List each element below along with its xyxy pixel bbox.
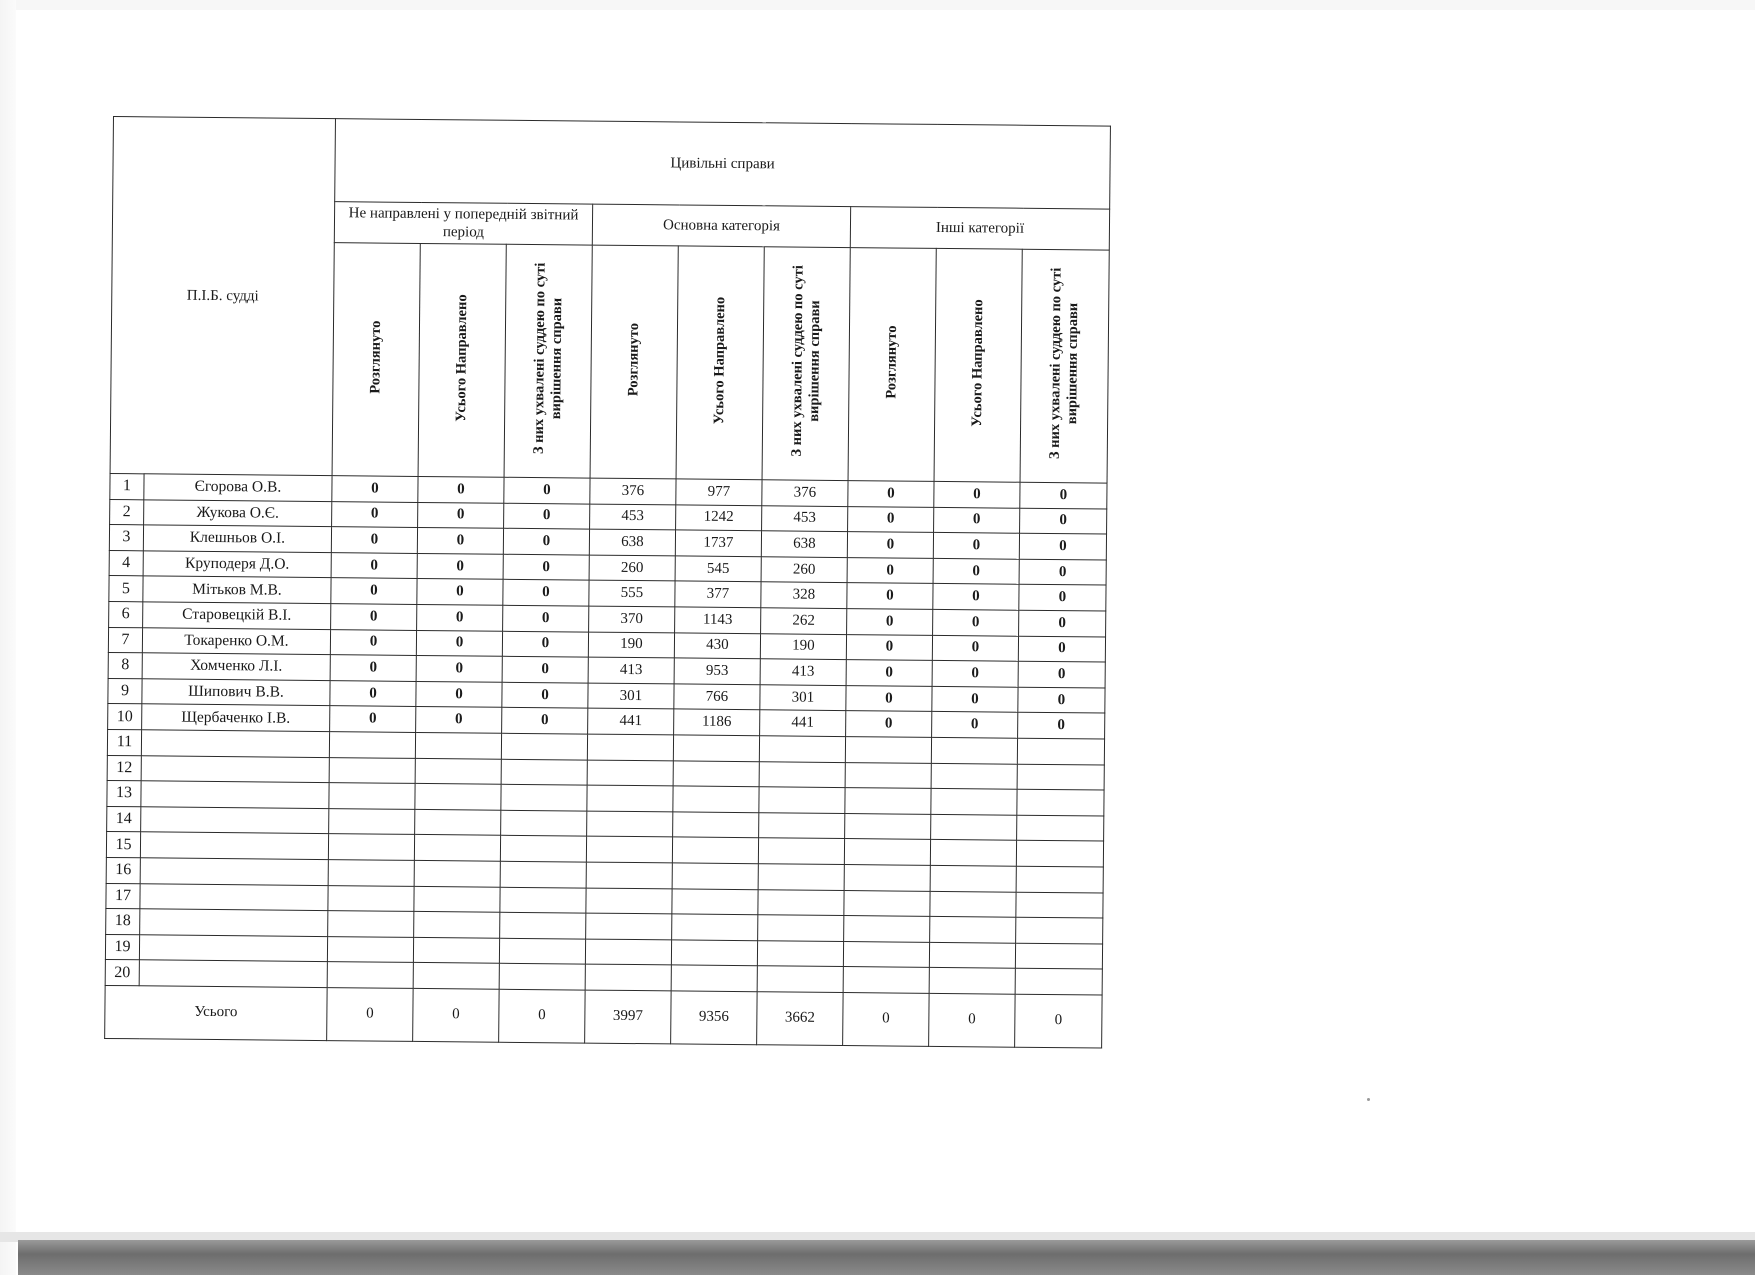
value-cell bbox=[844, 864, 930, 890]
value-cell bbox=[413, 963, 499, 989]
value-cell: 0 bbox=[846, 711, 932, 737]
judge-name: Щербаченко І.В. bbox=[142, 704, 330, 731]
judge-name bbox=[141, 807, 329, 834]
total-value-cell: 0 bbox=[929, 993, 1016, 1047]
value-cell bbox=[500, 887, 586, 913]
column-header bbox=[676, 246, 764, 480]
row-number: 14 bbox=[107, 806, 141, 832]
value-cell: 0 bbox=[332, 476, 418, 502]
row-number: 10 bbox=[108, 704, 142, 730]
value-cell: 0 bbox=[1018, 661, 1105, 687]
value-cell: 441 bbox=[588, 708, 674, 734]
value-cell bbox=[930, 865, 1016, 891]
value-cell: 545 bbox=[675, 556, 761, 582]
judge-name: Клешньов О.І. bbox=[143, 525, 331, 552]
value-cell: 0 bbox=[416, 630, 502, 656]
value-cell: 0 bbox=[502, 656, 588, 682]
value-cell: 0 bbox=[418, 502, 504, 528]
value-cell bbox=[843, 941, 929, 967]
value-cell bbox=[929, 968, 1015, 994]
value-cell bbox=[329, 757, 415, 783]
value-cell: 0 bbox=[1019, 585, 1106, 611]
value-cell bbox=[759, 736, 845, 762]
value-cell bbox=[585, 964, 671, 990]
value-cell: 0 bbox=[330, 680, 416, 706]
value-cell bbox=[1017, 789, 1104, 815]
value-cell: 0 bbox=[847, 557, 933, 583]
value-cell bbox=[757, 966, 843, 992]
column-header-label: Усього Направлено bbox=[711, 296, 729, 425]
value-cell: 0 bbox=[932, 635, 1018, 661]
scanner-edge-bar bbox=[18, 1240, 1755, 1275]
value-cell bbox=[499, 964, 585, 990]
value-cell bbox=[844, 839, 930, 865]
value-cell: 0 bbox=[932, 686, 1018, 712]
row-number: 5 bbox=[109, 576, 143, 602]
value-cell: 0 bbox=[503, 580, 589, 606]
value-cell: 0 bbox=[503, 554, 589, 580]
total-value-cell: 0 bbox=[1015, 994, 1103, 1048]
row-number: 8 bbox=[108, 653, 142, 679]
value-cell: 0 bbox=[1020, 508, 1107, 534]
value-cell bbox=[844, 890, 930, 916]
value-cell bbox=[1016, 892, 1103, 918]
value-cell: 0 bbox=[330, 706, 416, 732]
value-cell bbox=[931, 789, 1017, 815]
value-cell bbox=[328, 885, 414, 911]
judge-name-header: П.І.Б. судді bbox=[110, 117, 335, 476]
value-cell bbox=[329, 783, 415, 809]
table-body bbox=[105, 473, 1107, 1047]
value-cell bbox=[587, 811, 673, 837]
value-cell bbox=[930, 916, 1016, 942]
value-cell: 377 bbox=[675, 581, 761, 607]
value-cell: 430 bbox=[674, 632, 760, 658]
judge-name bbox=[140, 832, 328, 859]
value-cell: 0 bbox=[933, 533, 1019, 559]
value-cell bbox=[1017, 764, 1104, 790]
total-value-cell: 3662 bbox=[757, 992, 844, 1046]
value-cell bbox=[586, 888, 672, 914]
column-header bbox=[934, 248, 1022, 482]
value-cell bbox=[931, 737, 1017, 763]
value-cell bbox=[586, 862, 672, 888]
judge-name: Єгорова О.В. bbox=[144, 474, 332, 501]
value-cell bbox=[844, 916, 930, 942]
column-header bbox=[762, 247, 850, 481]
value-cell: 370 bbox=[589, 606, 675, 632]
row-number: 19 bbox=[105, 934, 139, 960]
value-cell: 0 bbox=[417, 553, 503, 579]
judge-name: Токаренко О.М. bbox=[142, 627, 330, 654]
value-cell bbox=[500, 912, 586, 938]
value-cell bbox=[1017, 815, 1104, 841]
total-value-cell: 0 bbox=[413, 988, 500, 1042]
value-cell: 0 bbox=[417, 579, 503, 605]
value-cell: 190 bbox=[760, 633, 846, 659]
column-header-label: З них ухвалені суддею по суті вирішення справи bbox=[1046, 267, 1082, 460]
column-header-label: Усього Направлено bbox=[969, 299, 987, 427]
value-cell bbox=[327, 962, 413, 988]
value-cell: 0 bbox=[847, 532, 933, 558]
value-cell: 638 bbox=[589, 529, 675, 555]
value-cell bbox=[500, 861, 586, 887]
row-number: 16 bbox=[106, 857, 140, 883]
value-cell bbox=[672, 914, 758, 940]
value-cell bbox=[673, 812, 759, 838]
row-number: 9 bbox=[108, 678, 142, 704]
value-cell: 0 bbox=[330, 655, 416, 681]
value-cell: 0 bbox=[934, 507, 1020, 533]
value-cell bbox=[414, 835, 500, 861]
value-cell: 0 bbox=[1019, 559, 1106, 585]
value-cell: 0 bbox=[331, 527, 417, 553]
scan-left-edge bbox=[0, 0, 16, 1275]
value-cell bbox=[500, 836, 586, 862]
table-title: Цивільні справи bbox=[335, 119, 1111, 209]
value-cell: 0 bbox=[846, 634, 932, 660]
value-cell bbox=[757, 940, 843, 966]
value-cell: 0 bbox=[932, 712, 1018, 738]
column-header-label: Розглянуто bbox=[883, 325, 901, 399]
value-cell bbox=[586, 913, 672, 939]
value-cell bbox=[587, 760, 673, 786]
row-number: 12 bbox=[107, 755, 141, 781]
value-cell bbox=[672, 863, 758, 889]
column-header-label: З них ухвалені суддею по суті вирішення справи bbox=[788, 265, 823, 457]
value-cell bbox=[501, 810, 587, 836]
value-cell bbox=[1016, 917, 1103, 943]
value-cell bbox=[759, 761, 845, 787]
row-number: 1 bbox=[110, 473, 144, 499]
column-header bbox=[332, 243, 420, 477]
value-cell bbox=[758, 864, 844, 890]
value-cell: 0 bbox=[502, 708, 588, 734]
value-cell bbox=[930, 891, 1016, 917]
value-cell: 376 bbox=[590, 478, 676, 504]
value-cell bbox=[931, 763, 1017, 789]
report-table-wrapper bbox=[104, 116, 1110, 1048]
row-number: 2 bbox=[110, 499, 144, 525]
total-value-cell: 9356 bbox=[671, 991, 758, 1045]
value-cell: 0 bbox=[503, 605, 589, 631]
value-cell: 0 bbox=[417, 604, 503, 630]
value-cell bbox=[501, 759, 587, 785]
value-cell bbox=[845, 736, 931, 762]
value-cell bbox=[328, 860, 414, 886]
value-cell bbox=[845, 813, 931, 839]
value-cell: 0 bbox=[502, 631, 588, 657]
group-header-main-category: Основна категорія bbox=[592, 204, 850, 247]
judge-name bbox=[139, 934, 327, 961]
row-number: 20 bbox=[105, 960, 139, 986]
value-cell bbox=[929, 942, 1015, 968]
group-header-other-categories: Інші категорії bbox=[850, 207, 1109, 250]
value-cell bbox=[1015, 968, 1102, 994]
judge-name bbox=[141, 755, 329, 782]
value-cell: 0 bbox=[933, 609, 1019, 635]
value-cell: 376 bbox=[762, 480, 848, 506]
value-cell: 0 bbox=[934, 481, 1020, 507]
value-cell bbox=[1015, 943, 1102, 969]
value-cell bbox=[845, 762, 931, 788]
column-header-label: Розглянуто bbox=[367, 320, 385, 394]
value-cell: 0 bbox=[933, 558, 1019, 584]
value-cell: 441 bbox=[760, 710, 846, 736]
value-cell: 0 bbox=[1020, 482, 1107, 508]
value-cell: 0 bbox=[504, 477, 590, 503]
value-cell: 0 bbox=[416, 707, 502, 733]
value-cell bbox=[414, 860, 500, 886]
total-value-cell: 0 bbox=[327, 987, 414, 1041]
value-cell: 413 bbox=[760, 659, 846, 685]
value-cell: 262 bbox=[761, 608, 847, 634]
value-cell bbox=[415, 809, 501, 835]
total-value-cell: 0 bbox=[843, 992, 930, 1046]
value-cell: 328 bbox=[761, 582, 847, 608]
civil-cases-table bbox=[104, 116, 1111, 1048]
row-number: 3 bbox=[109, 525, 143, 551]
value-cell bbox=[759, 812, 845, 838]
value-cell: 0 bbox=[847, 583, 933, 609]
value-cell: 190 bbox=[588, 632, 674, 658]
column-header-label: Розглянуто bbox=[625, 322, 643, 397]
judge-name: Хомченко Л.І. bbox=[142, 653, 330, 680]
value-cell bbox=[328, 834, 414, 860]
value-cell: 453 bbox=[762, 505, 848, 531]
row-number: 6 bbox=[109, 601, 143, 627]
value-cell: 0 bbox=[846, 660, 932, 686]
value-cell: 0 bbox=[330, 629, 416, 655]
column-header bbox=[504, 244, 592, 478]
value-cell bbox=[501, 733, 587, 759]
value-cell: 0 bbox=[1018, 636, 1105, 662]
total-value-cell: 0 bbox=[499, 989, 586, 1043]
value-cell: 0 bbox=[504, 503, 590, 529]
total-row bbox=[105, 985, 1102, 1048]
value-cell: 1242 bbox=[676, 505, 762, 531]
value-cell: 977 bbox=[676, 479, 762, 505]
value-cell bbox=[586, 836, 672, 862]
row-number: 15 bbox=[106, 832, 140, 858]
value-cell bbox=[585, 939, 671, 965]
value-cell bbox=[328, 911, 414, 937]
judge-name: Шипович В.В. bbox=[142, 679, 330, 706]
value-cell: 638 bbox=[761, 531, 847, 557]
value-cell: 260 bbox=[589, 555, 675, 581]
value-cell: 0 bbox=[331, 552, 417, 578]
value-cell bbox=[413, 937, 499, 963]
judge-name bbox=[139, 960, 327, 987]
value-cell bbox=[587, 734, 673, 760]
total-label: Усього bbox=[105, 985, 328, 1040]
value-cell: 0 bbox=[331, 604, 417, 630]
value-cell bbox=[1017, 738, 1104, 764]
value-cell: 0 bbox=[416, 681, 502, 707]
column-header-label: Усього Направлено bbox=[453, 294, 471, 422]
value-cell: 0 bbox=[416, 656, 502, 682]
value-cell: 301 bbox=[760, 684, 846, 710]
value-cell: 0 bbox=[418, 476, 504, 502]
value-cell bbox=[499, 938, 585, 964]
judge-name bbox=[141, 730, 329, 757]
value-cell: 0 bbox=[933, 584, 1019, 610]
value-cell: 0 bbox=[331, 578, 417, 604]
value-cell bbox=[414, 912, 500, 938]
value-cell: 413 bbox=[588, 657, 674, 683]
value-cell: 1186 bbox=[674, 709, 760, 735]
value-cell: 0 bbox=[502, 682, 588, 708]
value-cell bbox=[1016, 866, 1103, 892]
value-cell: 1737 bbox=[675, 530, 761, 556]
value-cell: 0 bbox=[332, 501, 418, 527]
value-cell bbox=[845, 788, 931, 814]
judge-name: Мітьков М.В. bbox=[143, 576, 331, 603]
value-cell bbox=[415, 784, 501, 810]
value-cell bbox=[673, 735, 759, 761]
value-cell: 0 bbox=[848, 506, 934, 532]
value-cell: 0 bbox=[932, 661, 1018, 687]
value-cell bbox=[758, 889, 844, 915]
judge-name bbox=[140, 909, 328, 936]
row-number: 18 bbox=[106, 909, 140, 935]
value-cell bbox=[758, 838, 844, 864]
value-cell bbox=[671, 965, 757, 991]
column-header-label: З них ухвалені суддею по суті вирішення справи bbox=[530, 262, 565, 455]
value-cell bbox=[587, 785, 673, 811]
column-header bbox=[418, 243, 506, 477]
value-cell: 0 bbox=[503, 528, 589, 554]
column-header bbox=[590, 245, 678, 479]
value-cell bbox=[758, 915, 844, 941]
value-cell bbox=[673, 760, 759, 786]
value-cell: 555 bbox=[589, 580, 675, 606]
scan-top-edge bbox=[0, 0, 1755, 10]
column-header bbox=[848, 248, 936, 482]
value-cell: 260 bbox=[761, 557, 847, 583]
group-header-not-sent: Не направлені у попередній звітний період bbox=[334, 202, 592, 245]
value-cell: 0 bbox=[846, 685, 932, 711]
row-number: 7 bbox=[108, 627, 142, 653]
judge-name bbox=[140, 883, 328, 910]
value-cell bbox=[329, 808, 415, 834]
value-cell bbox=[673, 786, 759, 812]
value-cell: 0 bbox=[1019, 533, 1106, 559]
judge-name: Жукова О.Є. bbox=[144, 499, 332, 526]
judge-name: Круподеря Д.О. bbox=[143, 551, 331, 578]
value-cell bbox=[843, 967, 929, 993]
value-cell bbox=[759, 787, 845, 813]
row-number: 4 bbox=[109, 550, 143, 576]
value-cell bbox=[501, 784, 587, 810]
value-cell bbox=[672, 837, 758, 863]
value-cell: 0 bbox=[1019, 610, 1106, 636]
judge-name bbox=[141, 781, 329, 808]
value-cell: 301 bbox=[588, 683, 674, 709]
value-cell: 0 bbox=[1018, 687, 1105, 713]
judge-name bbox=[140, 858, 328, 885]
value-cell bbox=[671, 940, 757, 966]
value-cell bbox=[415, 732, 501, 758]
value-cell: 0 bbox=[848, 481, 934, 507]
value-cell bbox=[415, 758, 501, 784]
row-number: 11 bbox=[107, 729, 141, 755]
value-cell: 953 bbox=[674, 658, 760, 684]
value-cell bbox=[1016, 841, 1103, 867]
row-number: 17 bbox=[106, 883, 140, 909]
row-number: 13 bbox=[107, 781, 141, 807]
value-cell bbox=[329, 732, 415, 758]
value-cell bbox=[327, 936, 413, 962]
value-cell bbox=[930, 840, 1016, 866]
value-cell bbox=[672, 888, 758, 914]
value-cell bbox=[414, 886, 500, 912]
value-cell: 0 bbox=[417, 528, 503, 554]
value-cell: 453 bbox=[590, 504, 676, 530]
value-cell: 0 bbox=[1018, 713, 1105, 739]
value-cell: 1143 bbox=[675, 607, 761, 633]
value-cell: 766 bbox=[674, 684, 760, 710]
judge-name: Старовецкій В.І. bbox=[143, 602, 331, 629]
column-header bbox=[1020, 249, 1109, 483]
scan-speck bbox=[1367, 1098, 1370, 1101]
total-value-cell: 3997 bbox=[585, 990, 672, 1044]
value-cell: 0 bbox=[847, 609, 933, 635]
value-cell bbox=[931, 814, 1017, 840]
